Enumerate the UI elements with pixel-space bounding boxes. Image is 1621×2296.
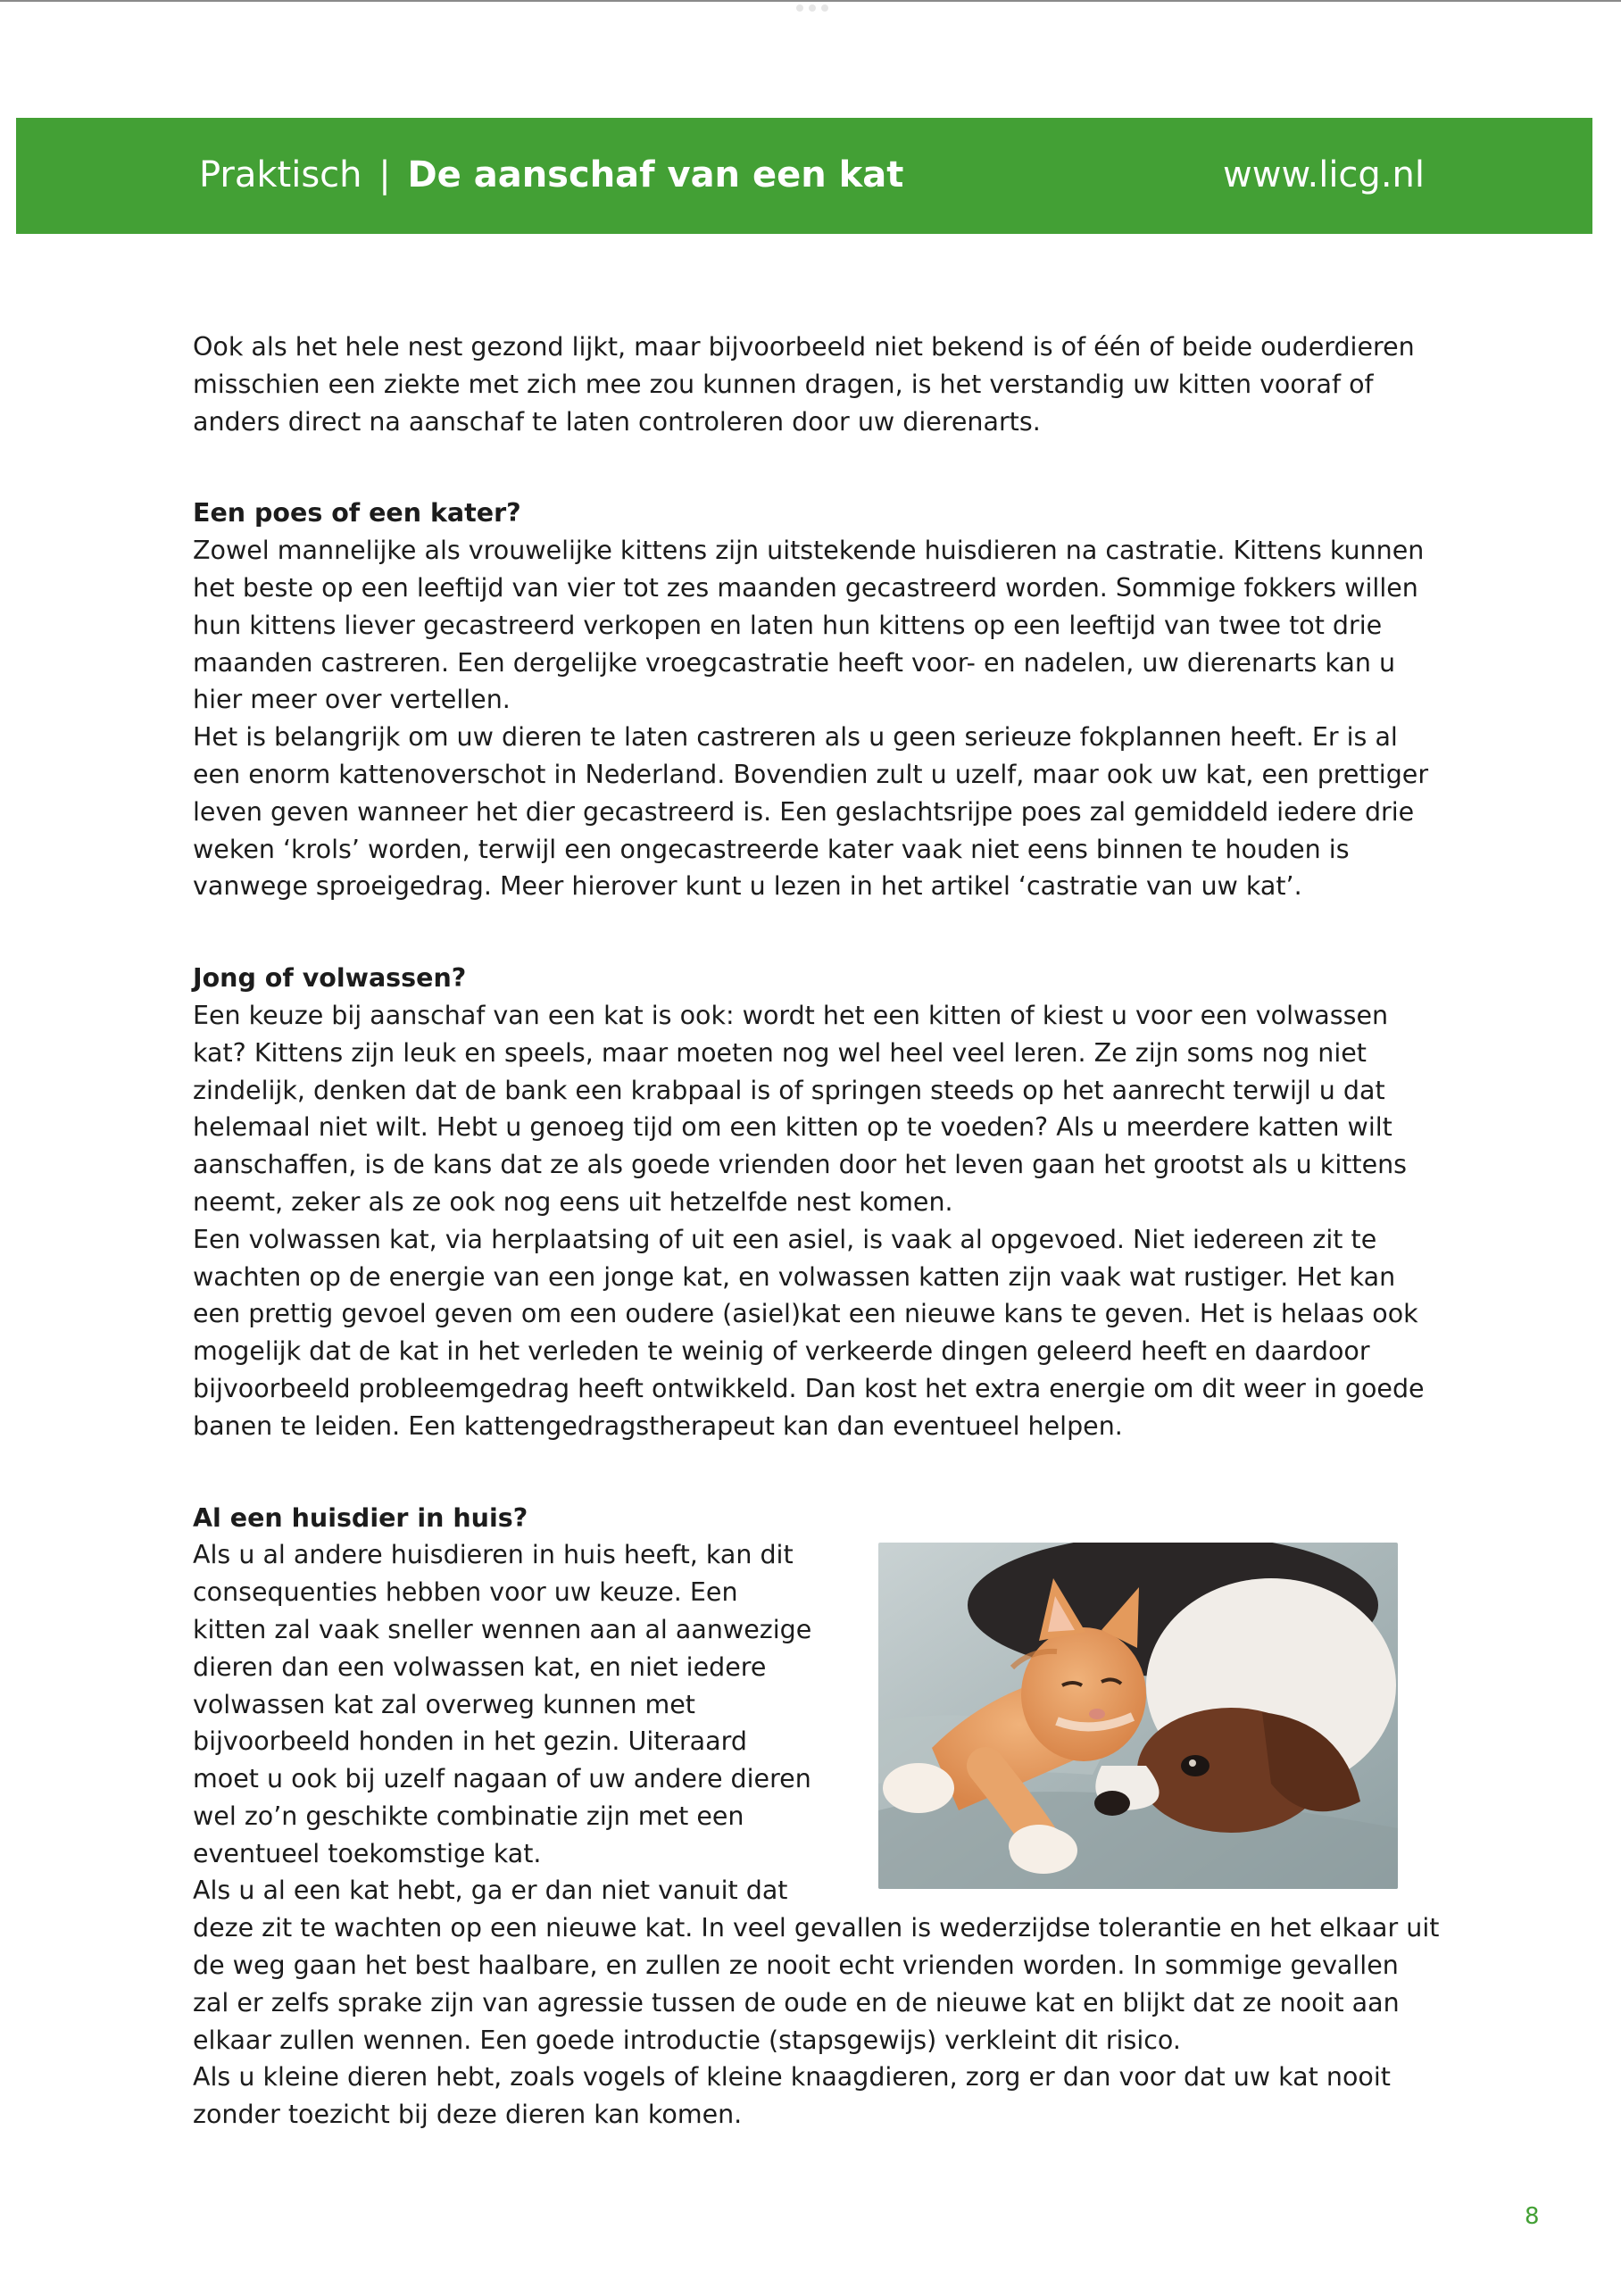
page-header xyxy=(16,118,1592,234)
intro-paragraph: Ook als het hele nest gezond lijkt, maar bijvoorbeeld niet bekend is of één of beide ouderdieren misschien een ziekte met zich mee zou kunnen dragen, is het verstandig uw kitten vooraf of anders direct na aanschaf te laten controleren door uw dierenarts. xyxy=(193,332,1415,437)
page-number: 8 xyxy=(1525,2203,1540,2230)
header-url[interactable]: www.licg.nl xyxy=(1223,154,1425,195)
paragraph: Als u al een kat hebt, ga er dan niet vanuit dat deze zit te wachten op een nieuwe kat. In veel gevallen is wederzijdse tolerantie en het elkaar uit de weg gaan het best haalbare, en zullen ze nooit echt vrienden worden. In sommige gevallen zal er zelfs sprake zijn van agressie tussen de oude en de nieuwe kat en blijkt dat ze nooit aan elkaar zullen wennen. Een goede introductie (stapsgewijs) verkleint dit risico. xyxy=(193,1876,1440,2055)
header-main-title: De aanschaf van een kat xyxy=(407,154,904,195)
paragraph: Een keuze bij aanschaf van een kat is ook: wordt het een kitten of kiest u voor een volwassen kat? Kittens zijn leuk en speels, maar moeten nog wel heel veel leren. Ze zijn soms nog niet zindelijk, denken dat de bank een krabpaal is of springen steeds op het aanrecht terwijl u dat helemaal niet wilt. Hebt u genoeg tijd om een kitten op te voeden? Als u meerdere katten wilt aanschaffen, is de kans dat ze als goede vrienden door het leven gaan het grootst als u kittens neemt, zeker als ze ook nog eens uit hetzelfde nest komen. xyxy=(193,1000,1408,1217)
top-border xyxy=(0,0,1621,2)
section-heading: Al een huisdier in huis? xyxy=(193,1502,528,1533)
header-title xyxy=(199,154,904,195)
cat-and-dog-photo xyxy=(878,1543,1398,1889)
article-body xyxy=(193,329,1442,2134)
header-separator: | xyxy=(378,154,391,195)
paragraph: Een volwassen kat, via herplaatsing of uit een asiel, is vaak al opgevoed. Niet iedereen zit te wachten op de energie van een jonge kat, en volwassen katten zijn vaak wat rustiger. Het kan een prettig gevoel geven om een oudere (asiel)kat een nieuwe kans te geven. Het is helaas ook mogelijk dat de kat in het verleden te weinig of verkeerde dingen geleerd heeft en daardoor bijvoorbeeld probleemgedrag heeft ontwikkeld. Dan kost het extra energie om dit weer in goede banen te leiden. Een kattengedragstherapeut kan dan eventueel helpen. xyxy=(193,1224,1425,1441)
header-section: Praktisch xyxy=(199,154,362,195)
paragraph: Zowel mannelijke als vrouwelijke kittens zijn uitstekende huisdieren na castratie. Kittens kunnen het beste op een leeftijd van vier tot zes maanden gecastreerd worden. Sommige fokkers willen hun kittens liever gecastreerd verkopen en laten hun kittens op een leeftijd van twee tot drie maanden castreren. Een dergelijke vroegcastratie heeft voor- en nadelen, uw dierenarts kan u hier meer over vertellen. xyxy=(193,536,1425,715)
paragraph: Als u al andere huisdieren in huis heeft, kan dit consequenties hebben voor uw keuze. Een kitten zal vaak sneller wennen aan al aanwezige dieren dan een volwassen kat, en niet iedere volwassen kat zal overweg kunnen met bijvoorbeeld honden in het gezin. Uiteraard moet u ook bij uzelf nagaan of uw andere dieren wel zo’n geschikte combinatie zijn met een eventueel toekomstige kat. xyxy=(193,1540,812,1868)
drag-handle[interactable] xyxy=(794,4,830,12)
paragraph: Als u kleine dieren hebt, zoals vogels of kleine knaagdieren, zorg er dan voor dat uw kat nooit zonder toezicht bij deze dieren kan komen. xyxy=(193,2062,1391,2130)
section-heading: Jong of volwassen? xyxy=(193,963,467,994)
paragraph: Het is belangrijk om uw dieren te laten castreren als u geen serieuze fokplannen heeft. Er is al een enorm kattenoverschot in Nederland. Bovendien zult u uzelf, maar ook uw kat, een prettiger leven geven wanneer het dier gecastreerd is. Een geslachtsrijpe poes zal gemiddeld iedere drie weken ‘krols’ worden, terwijl een ongecastreerde kater vaak niet eens binnen te houden is vanwege sproeigedrag. Meer hierover kunt u lezen in het artikel ‘castratie van uw kat’. xyxy=(193,722,1429,902)
section-heading: Een poes of een kater? xyxy=(193,498,521,528)
